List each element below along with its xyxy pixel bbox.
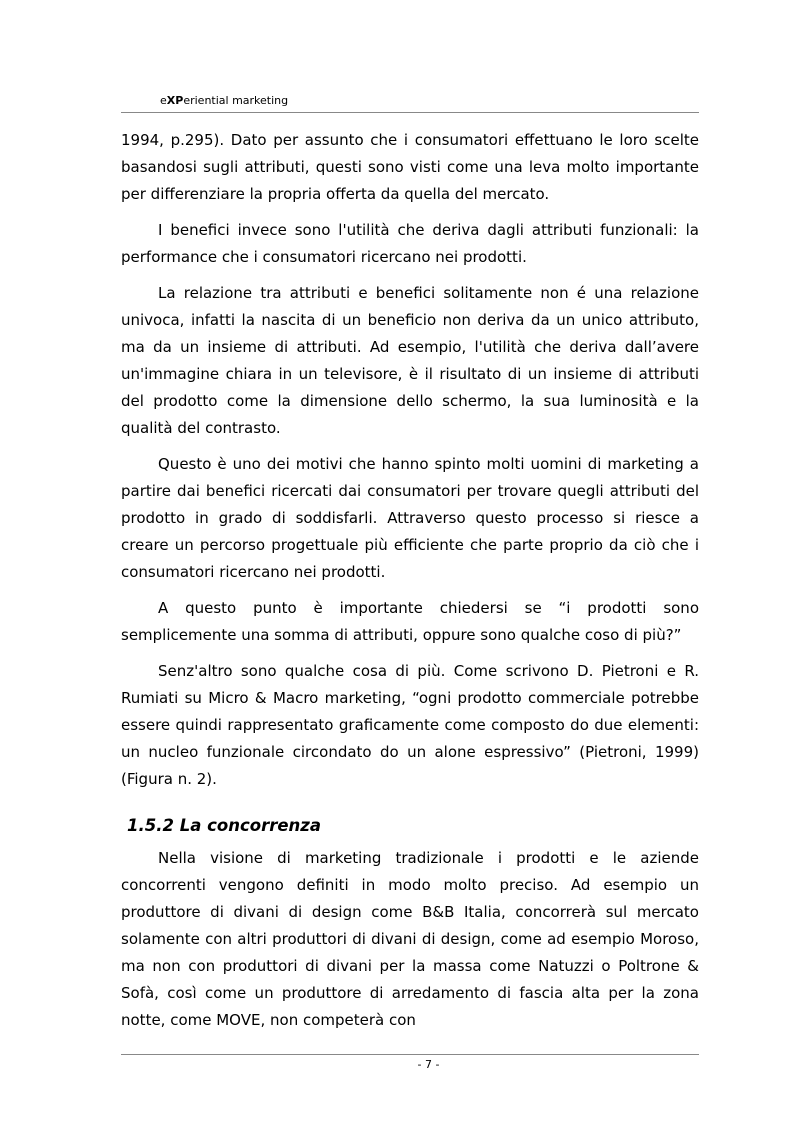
page-body <box>121 127 699 1034</box>
paragraph-3: La relazione tra attributi e benefici solitamente non é una relazione univoca, infatti la nascita di un beneficio non deriva da un unico attributo, ma da un insieme di attributi. Ad esempio, l'utilità che deriva dall’avere un'immagine chiara in un televisore, è il risultato di un insieme di attributi del prodotto come la dimensione dello schermo, la sua luminosità e la qualità del contrasto. <box>121 284 699 437</box>
paragraph-5: A questo punto è importante chiedersi se “i prodotti sono semplicemente una somma di attributi, oppure sono qualche coso di più?” <box>121 599 699 644</box>
header-rule <box>121 112 699 113</box>
paragraph-4: Questo è uno dei motivi che hanno spinto molti uomini di marketing a partire dai benefici ricercati dai consumatori per trovare quegli attributi del prodotto in grado di soddisfarli. Attraverso questo processo si riesce a creare un percorso progettuale più efficiente che parte proprio da ciò che i consumatori ricercano nei prodotti. <box>121 455 699 581</box>
header-title-bold: XP <box>166 94 184 107</box>
footer-rule <box>121 1054 699 1055</box>
section-paragraph: Nella visione di marketing tradizionale i prodotti e le aziende concorrenti vengono definiti in modo molto preciso. Ad esempio un produttore di divani di design come B&B Italia, concorrerà sul mercato solamente con altri produttori di divani di design, come ad esempio Moroso, ma non con produttori di divani per la massa come Natuzzi o Poltrone & Sofà, così come un produttore di arredamento di fascia alta per la zona notte, come MOVE, non competerà con <box>121 849 699 1029</box>
header-title-pre: e <box>160 94 167 107</box>
paragraph-2: I benefici invece sono l'utilità che deriva dagli attributi funzionali: la performance che i consumatori ricercano nei prodotti. <box>121 221 699 266</box>
section-heading: 1.5.2 La concorrenza <box>127 816 322 835</box>
page-footer <box>0 1058 793 1071</box>
page-number: - 7 - <box>417 1058 440 1071</box>
paragraph-6: Senz'altro sono qualche cosa di più. Come scrivono D. Pietroni e R. Rumiati su Micro & Macro marketing, “ogni prodotto commerciale potrebbe essere quindi rappresentato graficamente come composto do due elementi: un nucleo funzionale circondato do un alone espressivo” (Pietroni, 1999) (Figura n. 2). <box>121 662 699 788</box>
running-header <box>160 94 288 107</box>
header-title-post: eriential marketing <box>183 94 289 107</box>
paragraph-1: 1994, p.295). Dato per assunto che i consumatori effettuano le loro scelte basandosi sugli attributi, questi sono visti come una leva molto importante per differenziare la propria offerta da quella del mercato. <box>121 131 699 203</box>
